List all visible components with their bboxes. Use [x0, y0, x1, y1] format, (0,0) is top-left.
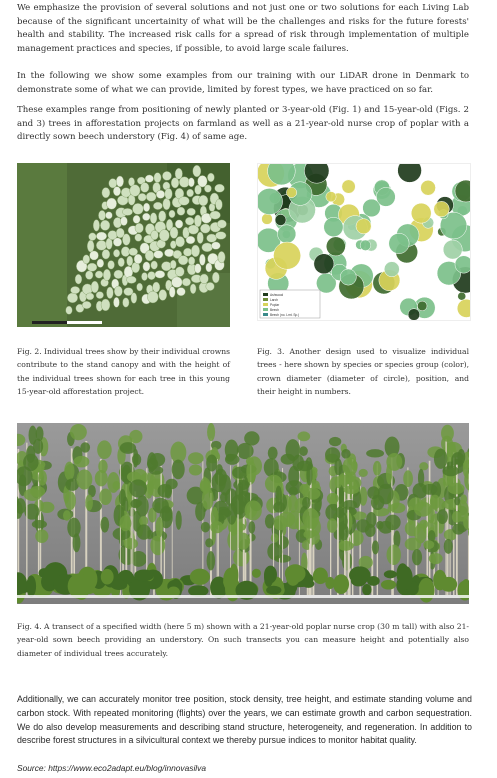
tree-crown	[145, 250, 154, 261]
tree-crown	[207, 173, 214, 182]
tree-crown	[113, 186, 120, 195]
tree-crown	[215, 184, 225, 192]
foliage-clump	[70, 424, 87, 440]
understory-clump	[111, 580, 128, 590]
fig2-aerial-image	[17, 163, 230, 327]
species-circle	[326, 237, 345, 256]
foliage-clump	[242, 476, 249, 496]
foliage-clump	[339, 523, 349, 540]
foliage-clump	[149, 466, 164, 475]
foliage-clump	[366, 449, 384, 457]
tree-crown	[135, 223, 143, 233]
fig3-species-map	[257, 163, 471, 321]
tree-crown	[217, 220, 226, 228]
tree-crown	[163, 198, 171, 210]
fig3-legend-ashwood: Ashwood	[270, 293, 284, 297]
tree-crown	[156, 190, 165, 198]
tree-crown	[137, 283, 143, 291]
tree-crown	[107, 287, 114, 299]
understory-clump	[398, 566, 412, 590]
tree-crown	[188, 178, 194, 187]
foliage-clump	[150, 535, 165, 555]
foliage-clump	[302, 508, 319, 529]
tree-crown	[90, 251, 99, 260]
foliage-clump	[429, 553, 443, 564]
tree-crown	[190, 284, 196, 294]
species-circle	[342, 180, 356, 194]
tree-crown	[199, 195, 208, 206]
foliage-clump	[80, 442, 90, 452]
tree-crown	[147, 291, 158, 303]
tree-crown	[177, 207, 185, 215]
tree-crown	[91, 281, 99, 293]
tree-crown	[159, 230, 169, 242]
tree-crown	[207, 234, 217, 242]
foliage-clump	[418, 469, 424, 487]
tree-crown	[86, 293, 94, 300]
foliage-clump	[359, 469, 368, 477]
fig3-legend-poplar: Poplar	[270, 303, 280, 307]
tree-crown	[187, 208, 196, 215]
species-circle	[421, 180, 436, 195]
tree-crown	[83, 255, 90, 264]
foliage-clump	[327, 493, 339, 504]
tree-crown	[134, 254, 142, 264]
foliage-clump	[248, 521, 255, 533]
foliage-clump	[210, 521, 224, 533]
foliage-clump	[137, 524, 151, 539]
species-circle	[389, 233, 409, 253]
foliage-clump	[327, 518, 337, 533]
tree-crown	[113, 297, 119, 307]
tree-crown	[200, 224, 210, 233]
foliage-clump	[454, 496, 460, 505]
understory-clump	[440, 577, 457, 592]
foliage-clump	[390, 503, 406, 514]
tree-crown	[175, 236, 184, 247]
tree-crown	[202, 243, 213, 252]
tree-crown	[187, 189, 194, 197]
species-circle	[417, 301, 427, 311]
foliage-clump	[349, 471, 356, 482]
tree-crown	[67, 293, 77, 303]
tree-crown	[143, 203, 150, 212]
understory-clump	[362, 584, 371, 595]
understory-clump	[313, 568, 328, 585]
species-circle	[273, 242, 300, 269]
foliage-clump	[158, 484, 172, 498]
tree-crown	[108, 260, 115, 269]
tree-crown	[105, 212, 112, 219]
species-circle	[262, 214, 273, 225]
tree-crown	[211, 242, 220, 250]
foliage-clump	[273, 502, 285, 513]
tree-crown	[122, 208, 132, 215]
foliage-clump	[24, 488, 42, 501]
foliage-clump	[107, 472, 119, 493]
foliage-clump	[176, 511, 182, 530]
foliage-clump	[306, 464, 312, 486]
tree-crown	[142, 213, 150, 220]
foliage-clump	[298, 431, 311, 441]
foliage-clump	[67, 518, 80, 538]
foliage-clump	[130, 499, 140, 508]
foliage-clump	[299, 446, 308, 456]
tree-crown	[161, 262, 171, 271]
understory-clump	[188, 585, 208, 596]
fig3-legend-beech: Beech	[270, 308, 280, 312]
foliage-clump	[444, 539, 453, 554]
tree-crown	[154, 250, 163, 258]
foliage-clump	[189, 465, 202, 476]
species-circle	[455, 256, 470, 273]
foliage-clump	[386, 464, 392, 484]
tree-crown	[183, 248, 192, 256]
tree-crown	[215, 232, 226, 240]
foliage-clump	[341, 449, 350, 459]
understory-clump	[252, 569, 261, 578]
tree-crown	[151, 261, 158, 269]
foliage-clump	[448, 483, 465, 495]
tree-crown	[155, 271, 165, 279]
tree-crown	[179, 197, 190, 206]
tree-crown	[121, 247, 130, 257]
foliage-clump	[63, 510, 71, 521]
foliage-clump	[246, 461, 256, 482]
tree-crown	[177, 288, 186, 296]
tree-crown	[204, 185, 211, 193]
tree-crown	[191, 245, 199, 257]
tree-crown	[114, 286, 122, 296]
tree-crown	[100, 220, 109, 230]
foliage-clump	[35, 529, 48, 543]
species-circle	[384, 262, 399, 277]
species-circle	[277, 225, 295, 243]
foliage-clump	[65, 491, 76, 510]
foliage-clump	[124, 538, 138, 549]
tree-crown	[145, 175, 153, 182]
foliage-clump	[100, 517, 109, 533]
drone-paragraph: In the following we show some examples from our training with our LiDAR drone in Denmark to demonstrate some of what we can provide, limited by forest types, we have practiced on so far.	[17, 71, 469, 95]
species-circle	[314, 254, 334, 274]
fig4-transect-image	[17, 423, 469, 604]
tree-crown	[82, 301, 91, 308]
foliage-clump	[119, 515, 131, 531]
fig2-caption: Fig. 2. Individual trees show by their individual crowns contribute to the stand canopy and with the height of the individual trees shown for each tree in this young 15-year-old afforestation project.	[17, 347, 230, 397]
tree-crown	[98, 210, 105, 220]
foliage-clump	[38, 470, 47, 485]
understory-clump	[367, 576, 380, 586]
foliage-clump	[132, 454, 141, 466]
understory-clump	[68, 573, 91, 598]
tree-crown	[122, 234, 130, 246]
foliage-clump	[129, 479, 147, 497]
fig4-caption: Fig. 4. A transect of a specified width (here 5 m) shown with a 21-year-old poplar nurse crop (30 m tall) with also 21-year-old sown beech providing an understory. On such transects you can measure height and potentially also diameter of individual trees accurately.	[17, 622, 469, 658]
foliage-clump	[403, 470, 413, 487]
species-circle	[443, 240, 462, 259]
tree-crown	[96, 232, 106, 240]
foliage-clump	[120, 442, 136, 454]
tree-crown	[178, 255, 188, 264]
foliage-clump	[373, 461, 382, 476]
tree-crown	[146, 192, 156, 201]
foliage-clump	[437, 509, 448, 524]
understory-clump	[285, 564, 306, 582]
understory-clump	[101, 569, 114, 585]
tree-crown	[199, 254, 205, 265]
closing-paragraph: Additionally, we can accurately monitor tree position, stock density, tree height, and estimate standing volume and carbon stock. With repeated monitoring (flights) over the years, we can estimate growth and carbon sequestration. We do also develop measurements and describing stand structure, heterogeneity, and regeneration. In addition to describe forest structures in a silvicultural context we thereby pursue indices to monitor habitat quality.	[17, 694, 472, 746]
foliage-clump	[205, 538, 213, 547]
foliage-clump	[245, 500, 262, 520]
species-circle	[356, 219, 371, 234]
fig2-aerial-svg	[17, 163, 230, 327]
tree-crown	[133, 215, 140, 223]
tree-crown	[127, 276, 137, 283]
foliage-clump	[74, 456, 90, 468]
tree-crown	[102, 249, 110, 259]
foliage-clump	[237, 443, 254, 459]
source-citation: Source: https://www.eco2adapt.eu/blog/innovasilva	[17, 763, 207, 773]
species-circle	[326, 192, 336, 202]
foliage-clump	[119, 489, 126, 506]
tree-crown	[210, 211, 221, 219]
tree-crown	[197, 232, 204, 244]
tree-crown	[164, 249, 174, 257]
foliage-clump	[443, 466, 459, 477]
foliage-clump	[329, 437, 341, 446]
foliage-clump	[302, 497, 311, 509]
tree-crown	[186, 236, 195, 244]
foliage-clump	[457, 449, 465, 464]
understory-clump	[223, 568, 238, 592]
tree-crown	[113, 238, 122, 247]
foliage-clump	[32, 520, 47, 529]
understory-clump	[303, 580, 315, 588]
species-circle	[376, 187, 395, 206]
foliage-clump	[414, 502, 432, 517]
foliage-clump	[268, 447, 278, 460]
foliage-clump	[73, 533, 81, 552]
tree-crown	[113, 249, 119, 257]
tree-crown	[165, 188, 173, 199]
tree-crown	[169, 287, 175, 298]
foliage-clump	[434, 449, 447, 469]
tree-crown	[114, 270, 123, 279]
foliage-clump	[271, 533, 279, 542]
species-circle	[275, 214, 286, 225]
tree-crown	[150, 213, 157, 224]
understory-clump	[381, 580, 396, 590]
foliage-clump	[365, 524, 376, 537]
tree-crown	[97, 259, 104, 268]
tree-crown	[218, 251, 225, 263]
fig3-legend-larch: Larch	[270, 298, 278, 302]
foliage-clump	[452, 511, 462, 523]
foliage-clump	[335, 476, 342, 488]
foliage-clump	[273, 515, 287, 530]
tree-crown	[103, 269, 111, 281]
tree-crown	[172, 277, 183, 288]
foliage-clump	[232, 523, 246, 532]
foliage-clump	[441, 425, 454, 442]
foliage-clump	[95, 470, 108, 486]
tree-crown	[148, 271, 156, 279]
foliage-clump	[265, 514, 274, 528]
understory-clump	[190, 569, 210, 585]
species-circle	[458, 292, 466, 300]
examples-paragraph: These examples range from positioning of newly planted or 3-year-old (Fig. 1) and 15-year-old (Figs. 2 and 3) trees in afforestation projects on farmland as well as a 21-year-old nurse crop of poplar with a directly sown beech understory (Fig. 4) of same age.	[17, 105, 469, 143]
understory-clump	[134, 570, 154, 582]
foliage-clump	[387, 544, 401, 565]
tree-crown	[182, 278, 191, 286]
tree-crown	[185, 217, 194, 225]
species-circle	[258, 188, 283, 214]
tree-crown	[130, 185, 140, 197]
intro-paragraph: We emphasize the provision of several solutions and not just one or two solutions for each Living Lab because of the significant uncertainity of what will be the challenges and risks for the future forests' health and stability. The increased risk calls for a spread of risk through implementation of multiple management practices and species, if possible, to avoid large scale failures.	[17, 3, 469, 54]
tree-crown	[154, 173, 161, 183]
foliage-clump	[343, 486, 359, 495]
foliage-clump	[188, 452, 204, 464]
tree-crown	[140, 183, 149, 193]
tree-crown	[175, 267, 184, 277]
tree-crown	[127, 256, 133, 266]
foliage-clump	[202, 488, 214, 510]
tree-crown	[162, 171, 171, 180]
tree-crown	[70, 286, 79, 293]
species-circle	[411, 203, 431, 223]
tree-crown	[170, 227, 178, 239]
tree-crown	[153, 282, 160, 292]
tree-crown	[175, 220, 183, 228]
tree-crown	[206, 282, 215, 290]
tree-crown	[123, 298, 130, 307]
foliage-clump	[385, 515, 401, 530]
foliage-clump	[452, 524, 464, 535]
foliage-clump	[303, 530, 315, 538]
understory-clump	[384, 570, 397, 578]
foliage-clump	[419, 520, 428, 529]
tree-crown	[96, 240, 106, 250]
tree-crown	[120, 217, 127, 226]
foliage-clump	[207, 551, 216, 570]
foliage-clump	[85, 494, 93, 510]
foliage-clump	[64, 462, 74, 481]
tree-crown	[170, 260, 176, 269]
tree-crown	[194, 215, 201, 227]
tree-crown	[87, 263, 97, 271]
foliage-clump	[460, 494, 467, 504]
tree-crown	[158, 211, 165, 222]
foliage-clump	[412, 549, 422, 565]
tree-crown	[215, 199, 222, 210]
foliage-clump	[160, 506, 173, 522]
foliage-clump	[129, 430, 142, 443]
tree-crown	[95, 271, 103, 278]
tree-crown	[143, 262, 150, 271]
foliage-clump	[378, 484, 394, 505]
tree-crown	[141, 272, 147, 280]
foliage-clump	[423, 540, 434, 549]
tree-crown	[138, 193, 146, 201]
foliage-clump	[150, 453, 165, 466]
species-circle	[360, 240, 371, 251]
tree-crown	[212, 272, 219, 283]
foliage-clump	[267, 543, 282, 560]
foliage-clump	[172, 460, 185, 480]
tree-crown	[107, 198, 117, 209]
foliage-clump	[206, 454, 217, 471]
understory-clump	[26, 575, 36, 597]
foliage-clump	[201, 522, 210, 533]
foliage-clump	[336, 507, 344, 519]
understory-clump	[418, 578, 434, 603]
species-circle	[434, 201, 450, 217]
foliage-clump	[225, 454, 240, 465]
foliage-clump	[405, 538, 422, 551]
tree-crown	[96, 292, 104, 299]
understory-clump	[333, 574, 349, 594]
species-circle	[340, 269, 356, 285]
foliage-clump	[338, 541, 354, 551]
species-circle	[324, 217, 343, 236]
tree-crown	[194, 264, 201, 274]
fig3-caption: Fig. 3. Another design used to visualize individual trees - here shown by species or species group (color), crown diameter (diameter of circle), position, and their height in numbers.	[257, 347, 469, 397]
tree-crown	[135, 234, 142, 242]
foliage-clump	[372, 540, 379, 554]
foliage-clump	[422, 484, 437, 495]
foliage-clump	[334, 458, 342, 475]
foliage-clump	[156, 517, 164, 538]
tree-crown	[102, 187, 110, 197]
tree-crown	[93, 220, 99, 232]
tree-crown	[131, 293, 137, 304]
foliage-clump	[97, 440, 112, 459]
tree-crown	[118, 258, 125, 267]
species-circle	[408, 309, 420, 320]
tree-crown	[87, 240, 94, 252]
tree-crown	[153, 202, 162, 209]
tree-crown	[132, 203, 143, 214]
fig3-legend-beech-limited: Beech (no. Lmt. Sp.)	[270, 313, 300, 317]
understory-clump	[266, 586, 281, 595]
species-circle	[457, 299, 470, 317]
foliage-clump	[343, 500, 358, 510]
tree-crown	[188, 257, 195, 265]
tree-crown	[101, 299, 110, 311]
species-circle	[286, 187, 296, 197]
tree-crown	[206, 263, 212, 272]
tree-crown	[200, 274, 209, 284]
tree-crown	[169, 210, 175, 218]
tree-crown	[75, 274, 82, 284]
tree-crown	[116, 176, 123, 187]
understory-clump	[264, 567, 273, 587]
tree-crown	[89, 233, 97, 241]
understory-clump	[351, 575, 367, 586]
fig3-species-svg	[258, 164, 470, 320]
tree-crown	[85, 271, 93, 280]
foliage-clump	[264, 458, 279, 477]
foliage-clump	[29, 426, 37, 445]
tree-crown	[193, 165, 201, 177]
fig4-transect-svg	[17, 423, 469, 604]
tree-crown	[159, 290, 167, 301]
tree-crown	[66, 306, 73, 314]
foliage-clump	[207, 423, 215, 441]
species-circle	[398, 164, 422, 182]
foliage-clump	[448, 442, 456, 450]
